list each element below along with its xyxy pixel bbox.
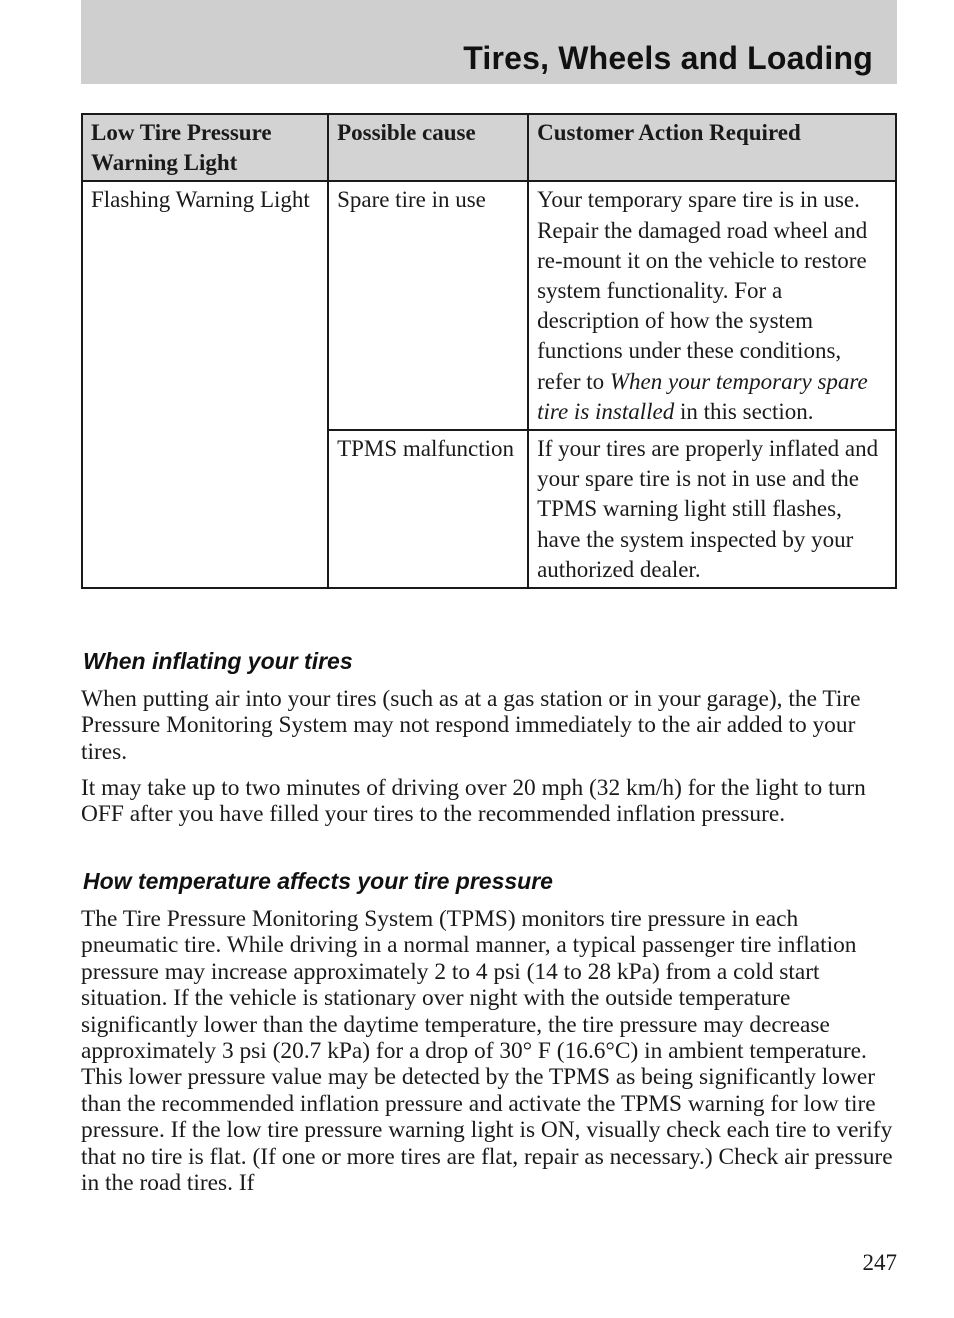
column-header-customer-action: Customer Action Required [528,114,896,181]
section-heading-temperature: How temperature affects your tire pressure [83,868,553,894]
action-text: Your temporary spare tire is in use. Repair the damaged road wheel and re-mount it on the vehicle to restore system functionality. For a description of how the system functions under these conditions, refer to [537,187,868,394]
action-text-end: in this section. [674,398,814,424]
action-cell: If your tires are properly inflated and your spare tire is not in use and the TPMS warning light still flashes, have the system inspected by your authorized dealer. [528,430,896,588]
table-row [82,181,896,430]
tpms-warning-table [81,113,897,589]
page-title: Tires, Wheels and Loading [463,40,873,76]
column-header-warning-light: Low Tire Pressure Warning Light [82,114,328,181]
paragraph: When putting air into your tires (such as at a gas station or in your garage), the Tire Pressure Monitoring System may not respond immediately to the air added to your tires. [81,686,861,765]
cause-cell: TPMS malfunction [328,430,528,588]
page-header [81,0,897,84]
cause-cell: Spare tire in use [328,181,528,430]
column-header-possible-cause: Possible cause [328,114,528,181]
paragraph: It may take up to two minutes of driving over 20 mph (32 km/h) for the light to turn OFF after you have filled your tires to the recommended inflation pressure. [81,775,866,828]
cross-reference-italic: When your temporary spare tire is installed [537,368,868,424]
action-cell [528,181,896,430]
page-number: 247 [862,1250,897,1275]
section-heading-inflating: When inflating your tires [83,648,353,674]
table-header-row [82,114,896,181]
paragraph: The Tire Pressure Monitoring System (TPMS) monitors tire pressure in each pneumatic tire. While driving in a normal manner, a typical passenger tire inflation pressure may increase approximately 2 to 4 psi (14 to 28 kPa) from a cold start situation. If the vehicle is stationary over night with the outside temperature significantly lower than the daytime temperature, the tire pressure may decrease approximately 3 psi (20.7 kPa) for a drop of 30° F (16.6°C) in ambient temperature. This lower pressure value may be detected by the TPMS as being significantly lower than the recommended inflation pressure and activate the TPMS warning for low tire pressure. If the low tire pressure warning light is ON, visually check each tire to verify that no tire is flat. (If one or more tires are flat, repair as necessary.) Check air pressure in the road tires. If [81,906,893,1197]
warning-light-cell: Flashing Warning Light [82,181,328,588]
